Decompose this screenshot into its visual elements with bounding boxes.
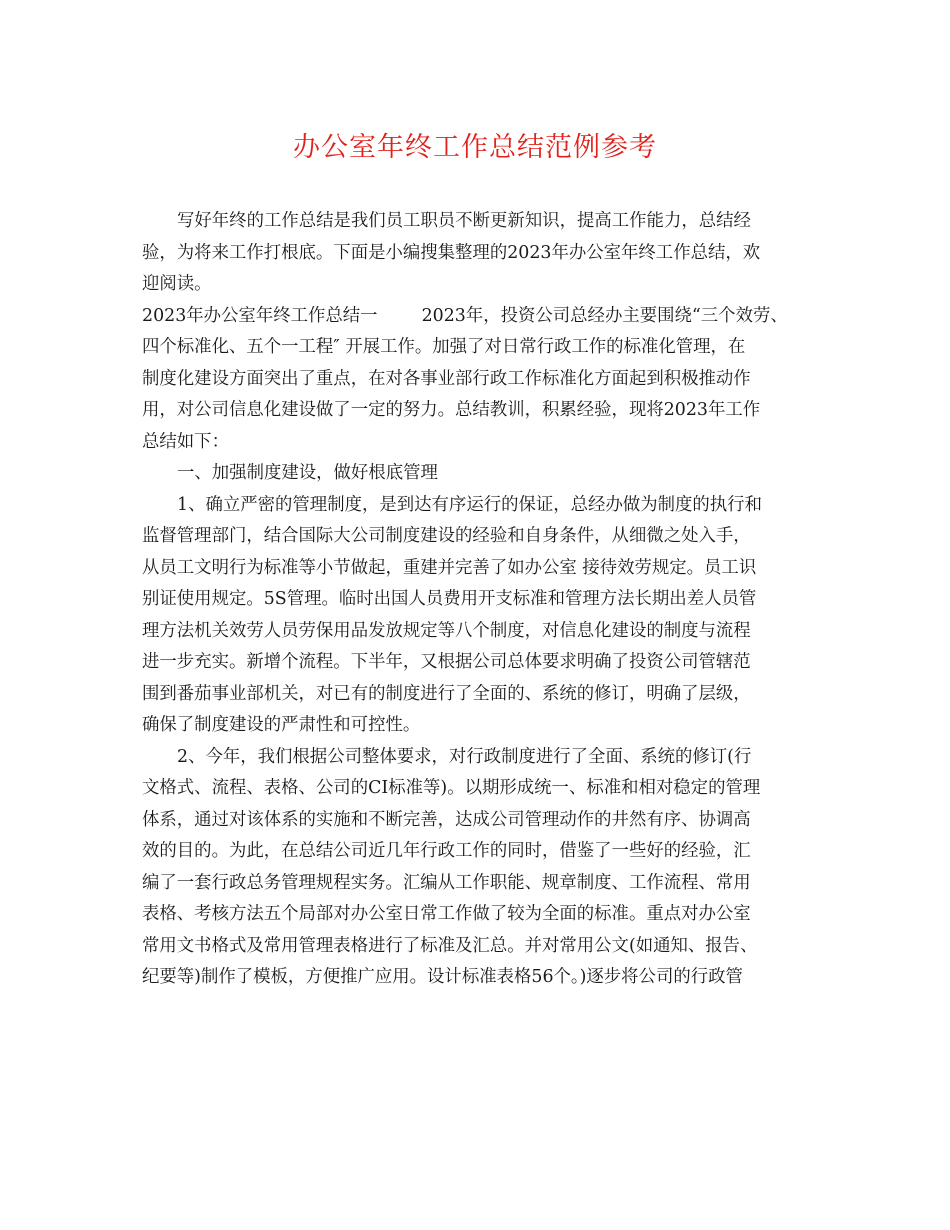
item1-line: 别证使用规定。5S管理。临时出国人员费用开支标准和管理方法长期出差人员管 xyxy=(142,589,757,609)
section-line: 总结如下： xyxy=(142,431,229,452)
item2-line: 2、今年，我们根据公司整体要求，对行政制度进行了全面、系统的修订(行 xyxy=(177,746,752,767)
item1-line: 理方法机关效劳人员劳保用品发放规定等八个制度，对信息化建设的制度与流程 xyxy=(142,620,751,641)
document-body xyxy=(142,206,814,994)
item1-line: 从员工文明行为标准等小节做起，重建并完善了如办公室 接待效劳规定。员工识 xyxy=(142,557,757,578)
item2-line: 文格式、流程、表格、公司的CI标准等)。以期形成统一、标准和相对稳定的管理 xyxy=(142,778,761,798)
section-heading: 2023年办公室年终工作总结一 xyxy=(142,305,378,326)
intro-line: 验，为将来工作打根底。下面是小编搜集整理的2023年办公室年终工作总结，欢 xyxy=(142,242,761,263)
intro-line: 写好年终的工作总结是我们员工职员不断更新知识，提高工作能力，总结经 xyxy=(177,211,751,231)
item2-line: 编了一套行政总务管理规程实务。汇编从工作职能、规章制度、工作流程、常用 xyxy=(142,872,751,893)
item2-line: 常用文书格式及常用管理表格进行了标准及汇总。并对常用公文(如通知、报告、 xyxy=(142,935,758,956)
intro-line: 迎阅读。 xyxy=(142,274,212,294)
subheading: 一、加强制度建设，做好根底管理 xyxy=(177,463,438,483)
item1-line: 进一步充实。新增个流程。下半年，又根据公司总体要求明确了投资公司管辖范 xyxy=(142,652,751,672)
section-first-line xyxy=(142,301,814,333)
section-line: 制度化建设方面突出了重点，在对各事业部行政工作标准化方面起到积极推动作 xyxy=(142,368,751,389)
section-line: 四个标准化、五个一工程″ 开展工作。加强了对日常行政工作的标准化管理，在 xyxy=(142,337,746,357)
item1-line: 监督管理部门，结合国际大公司制度建设的经验和自身条件，从细微之处入手， xyxy=(142,526,751,546)
section-text: 2023年，投资公司总经办主要围绕“三个效劳、 xyxy=(421,305,788,326)
item2-line: 体系，通过对该体系的实施和不断完善，达成公司管理动作的井然有序、协调高 xyxy=(142,809,751,830)
item1-line: 1、确立严密的管理制度，是到达有序运行的保证，总经办做为制度的执行和 xyxy=(177,494,762,515)
item2-line: 表格、考核方法五个局部对办公室日常工作做了较为全面的标准。重点对办公室 xyxy=(142,904,751,924)
item1-line: 围到番茄事业部机关，对已有的制度进行了全面的、系统的修订，明确了层级， xyxy=(142,683,751,704)
document-title: 办公室年终工作总结范例参考 xyxy=(293,132,657,163)
section-line: 用，对公司信息化建设做了一定的努力。总结教训，积累经验，现将2023年工作 xyxy=(142,400,761,420)
item2-line: 纪要等)制作了模板，方便推广应用。设计标准表格56个。)逐步将公司的行政管 xyxy=(142,967,743,987)
item1-line: 确保了制度建设的严肃性和可控性。 xyxy=(142,715,421,735)
item2-line: 效的目的。为此，在总结公司近几年行政工作的同时，借鉴了一些好的经验，汇 xyxy=(142,841,751,861)
